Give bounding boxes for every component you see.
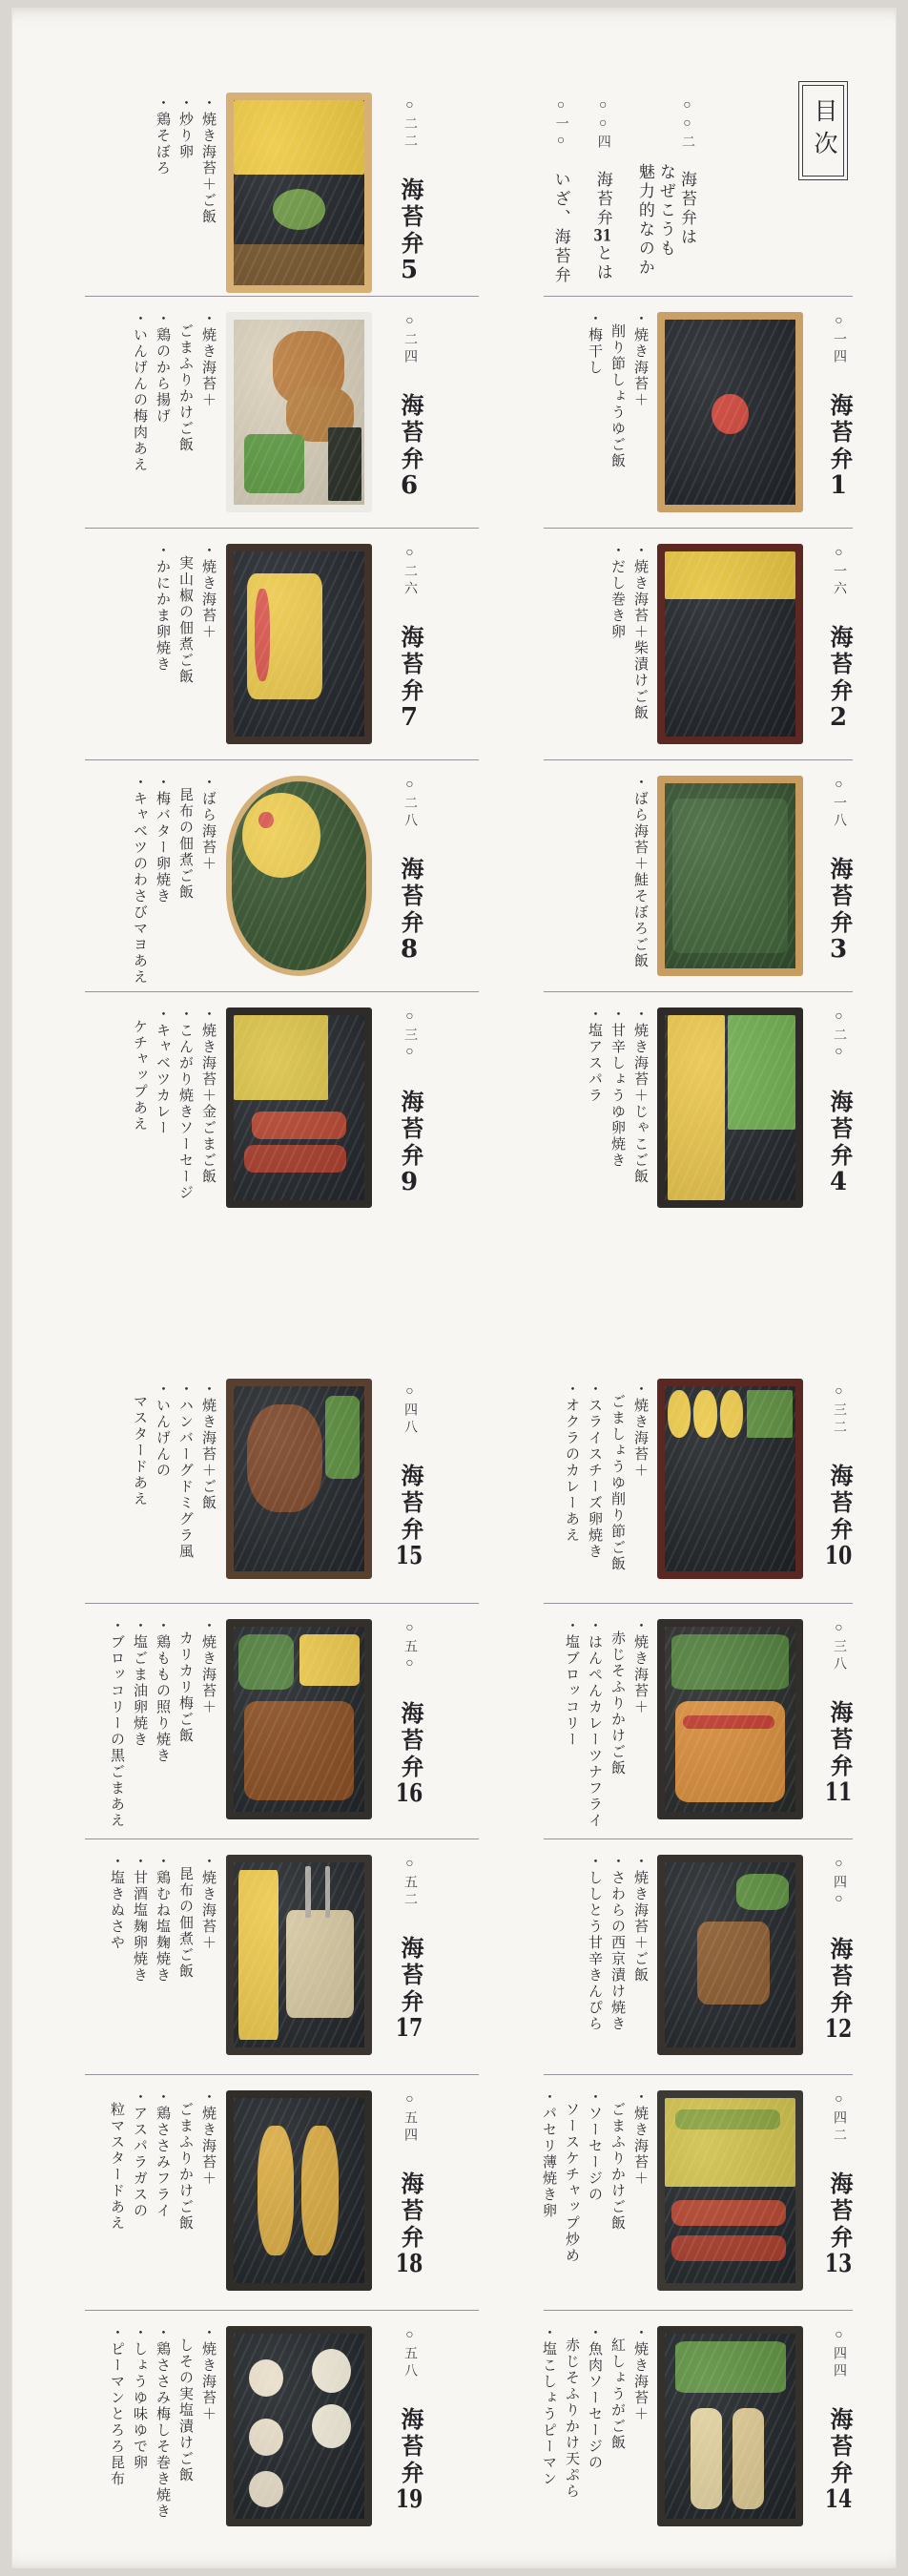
entry-page-number: ○五二: [402, 1857, 417, 1909]
entry-title: 海苔弁13: [824, 2145, 853, 2276]
entry-title-column: [823, 1621, 853, 1835]
entry-number: 4: [829, 1170, 848, 1195]
description-line: ごましょうゆ削り節ご飯: [609, 1394, 625, 1572]
description-line: ・焼き海苔＋: [200, 311, 216, 408]
description-line: ・こんがり焼きソーセージ: [177, 1007, 193, 1201]
entry-title-column: [823, 546, 853, 756]
entry-title: 海苔弁11: [824, 1673, 853, 1805]
entry-title-column: [394, 2328, 423, 2542]
entry-description: [541, 2325, 649, 2540]
entry-number: 16: [395, 1781, 423, 1806]
toc-entry-10: [544, 1367, 853, 1603]
toc-header-item-2: [592, 98, 613, 301]
entry-title: 海苔弁4: [826, 1063, 851, 1195]
entry-number: 7: [400, 705, 419, 730]
entry-description: [85, 311, 217, 522]
toc-entry-1: [544, 296, 853, 528]
bento-photo: [657, 544, 803, 744]
photo-texture: [234, 2098, 364, 2283]
entry-description: [544, 1007, 649, 1217]
entry-title-column: [394, 1384, 423, 1599]
photo-texture: [234, 1862, 364, 2047]
photo-texture: [665, 783, 795, 968]
description-line: ・さわらの西京漬け焼き: [609, 1854, 625, 2032]
description-line: ・ソーセージの: [587, 2089, 602, 2203]
entry-title: 海苔弁18: [395, 2145, 423, 2276]
bento-photo: [657, 1619, 803, 1819]
entry-title: 海苔弁8: [397, 830, 422, 962]
description-line: ・ししとう甘辛きんぴら: [587, 1854, 602, 2032]
description-line: ・焼き海苔＋: [200, 2325, 216, 2422]
description-line: ・甘酒塩麹卵焼き: [132, 1854, 147, 1984]
toc-entry-18: [85, 2074, 479, 2310]
description-line: ・鶏ささみ梅しそ巻き焼き: [155, 2325, 170, 2520]
entry-number: 8: [400, 937, 419, 962]
description-line: 紅しょうがご飯: [609, 2337, 625, 2451]
header-line: なぜこうも: [656, 163, 675, 259]
entry-title: 海苔弁16: [395, 1674, 423, 1806]
description-line: ・ピーマンとろろ昆布: [109, 2325, 124, 2487]
description-line: ・はんぺんカレーツナフライ: [587, 1618, 602, 1829]
entry-title-column: [394, 2092, 423, 2306]
entry-title: 海苔弁14: [824, 2380, 853, 2512]
entry-title: 海苔弁1: [826, 366, 851, 498]
bento-photo: [226, 1379, 372, 1579]
entry-title-column: [394, 1009, 423, 1219]
photo-texture: [665, 320, 795, 505]
toc-entry-4: [544, 991, 853, 1223]
description-line: マスタードあえ: [132, 1394, 147, 1507]
entry-title: 海苔弁17: [395, 1909, 423, 2041]
toc-entry-17: [85, 1839, 479, 2074]
bento-photo: [226, 2326, 372, 2526]
description-line: ・魚肉ソーセージの: [587, 2325, 602, 2471]
photo-texture: [234, 1386, 364, 1571]
bento-photo: [226, 1008, 372, 1208]
photo-texture: [234, 2334, 364, 2519]
entry-number: 15: [395, 1544, 423, 1568]
entry-title-column: [394, 1857, 423, 2070]
description-line: ・焼き海苔＋: [632, 1618, 648, 1715]
entry-description: [85, 775, 217, 986]
entry-page-number: ○五四: [402, 2092, 417, 2145]
entry-title: 海苔弁5: [397, 151, 422, 282]
description-line: 昆布の佃煮ご飯: [177, 787, 193, 901]
description-line: ・焼き海苔＋: [632, 1381, 648, 1479]
photo-texture: [234, 1015, 364, 1200]
description-line: ・塩ごま油卵焼き: [132, 1618, 147, 1748]
description-line: ごまふりかけご飯: [609, 2102, 625, 2232]
description-line: ・鶏ももの照り焼き: [155, 1618, 170, 1764]
toc-entry-12: [544, 1839, 853, 2074]
toc-page: [11, 8, 897, 2568]
description-line: ・焼き海苔＋じゃこご飯: [632, 1007, 648, 1185]
header-line: ○○四 海苔弁31とは: [593, 98, 612, 282]
description-line: ・焼き海苔＋: [200, 1854, 216, 1951]
bento-photo: [657, 1008, 803, 1208]
entry-page-number: ○三○: [402, 1009, 417, 1063]
entry-title: 海苔弁10: [824, 1437, 853, 1568]
description-line: ・塩ブロッコリー: [564, 1618, 579, 1748]
description-line: ・焼き海苔＋柴漬けご飯: [632, 543, 648, 721]
description-line: ・焼き海苔＋: [200, 543, 216, 640]
description-line: ・焼き海苔＋: [632, 311, 648, 408]
bento-photo: [657, 2090, 803, 2291]
description-line: ・梅バター卵焼き: [155, 775, 170, 904]
bento-photo: [226, 544, 372, 744]
entry-description: [544, 1618, 649, 1833]
description-line: ・焼き海苔＋: [200, 2089, 216, 2187]
entry-title-column: [823, 778, 853, 987]
bento-photo: [657, 2326, 803, 2526]
entry-description: [544, 311, 649, 522]
description-line: ・いんげんの梅肉あえ: [132, 311, 147, 473]
entry-page-number: ○二六: [402, 546, 417, 598]
entry-number: 19: [395, 2487, 423, 2512]
entry-number: 18: [395, 2252, 423, 2276]
header-page-number: ○○二: [680, 98, 694, 152]
photo-texture: [665, 1386, 795, 1571]
toc-header: [529, 98, 697, 301]
description-line: ・ブロッコリーの黒ごまあえ: [109, 1618, 124, 1829]
description-line: ・しょうゆ味ゆで卵: [132, 2325, 147, 2471]
entry-description: [85, 1007, 217, 1217]
entry-number: 11: [824, 1780, 853, 1805]
photo-texture: [665, 1015, 795, 1200]
description-line: ・かにかま卵焼き: [155, 543, 170, 673]
description-line: ・塩アスパラ: [587, 1007, 602, 1104]
entry-page-number: ○二二: [402, 98, 417, 151]
entry-page-number: ○三二: [832, 1384, 846, 1437]
entry-number: 2: [829, 705, 848, 730]
bento-photo: [226, 776, 372, 976]
toc-entry-16: [85, 1603, 479, 1839]
bento-photo: [226, 1855, 372, 2055]
description-line: ・焼き海苔＋ご飯: [632, 1854, 648, 1984]
description-line: ・オクラのカレーあえ: [564, 1381, 579, 1544]
entry-title-column: [823, 314, 853, 524]
entry-title: 海苔弁15: [395, 1437, 423, 1568]
entry-page-number: ○一六: [832, 546, 846, 598]
photo-texture: [665, 551, 795, 737]
description-line: ・焼き海苔＋: [200, 1618, 216, 1715]
header-line: ○○二 海苔弁は: [678, 98, 696, 247]
entry-number: 14: [824, 2487, 853, 2512]
bento-photo: [657, 1379, 803, 1579]
entry-description: [85, 2089, 217, 2304]
toc-entry-2: [544, 528, 853, 759]
entry-page-number: ○五○: [402, 1621, 417, 1674]
entry-number: 10: [824, 1544, 853, 1568]
description-line: ・ハンバーグドミグラ風: [177, 1381, 193, 1560]
entry-description: [85, 1854, 217, 2068]
description-line: ・炒り卵: [177, 95, 193, 160]
photo-texture: [665, 1862, 795, 2047]
entry-number: 12: [824, 2017, 853, 2042]
entry-number: 6: [400, 473, 419, 498]
bento-photo: [657, 1855, 803, 2055]
description-line: ・梅干し: [587, 311, 602, 376]
entry-page-number: ○四八: [402, 1384, 417, 1437]
description-line: ・鶏ささみフライ: [155, 2089, 170, 2219]
photo-texture: [665, 1627, 795, 1812]
entry-page-number: ○四四: [832, 2328, 846, 2380]
entry-number: 9: [400, 1170, 419, 1195]
photo-texture: [232, 781, 366, 970]
toc-entry-5: [85, 81, 479, 296]
description-line: ・塩こしょうピーマン: [541, 2325, 556, 2487]
entry-title-column: [823, 1857, 853, 2070]
header-line: 魅力的なのか: [635, 163, 654, 278]
entry-page-number: ○三八: [832, 1621, 846, 1673]
bento-photo: [657, 776, 803, 976]
entry-page-number: ○一八: [832, 778, 846, 830]
description-line: 削り節しょうゆご飯: [609, 323, 625, 469]
entry-title: 海苔弁19: [395, 2380, 423, 2512]
entry-title-column: [394, 1621, 423, 1835]
photo-texture: [665, 2334, 795, 2519]
description-line: 粒マスタードあえ: [109, 2102, 124, 2232]
entry-description: [544, 775, 649, 986]
toc-entry-9: [85, 991, 479, 1223]
description-line: ・だし巻き卵: [609, 543, 625, 640]
entry-page-number: ○五八: [402, 2328, 417, 2380]
entry-title-column: [394, 778, 423, 987]
description-line: ・塩きぬさや: [109, 1854, 124, 1951]
entry-description: [85, 2325, 217, 2540]
description-line: 昆布の佃煮ご飯: [177, 1866, 193, 1980]
description-line: 実山椒の佃煮ご飯: [177, 555, 193, 685]
entry-description: [541, 2089, 649, 2304]
description-line: ・鶏のから揚げ: [155, 311, 170, 425]
entry-page-number: ○二八: [402, 778, 417, 830]
toc-title: 目次: [802, 85, 844, 177]
entry-title-column: [823, 2092, 853, 2306]
entry-page-number: ○四○: [832, 1857, 846, 1910]
toc-header-item-1: [634, 98, 697, 301]
entry-description: [85, 1381, 217, 1597]
entry-page-number: ○二四: [402, 314, 417, 366]
entry-title-column: [394, 98, 423, 292]
description-line: ケチャップあえ: [132, 1019, 147, 1132]
entry-description: [85, 95, 217, 290]
entry-number: 13: [824, 2252, 853, 2276]
header-page-number: ○○四: [595, 98, 610, 152]
description-line: ・スライスチーズ卵焼き: [587, 1381, 602, 1560]
entry-description: [544, 1381, 649, 1597]
entry-number: 5: [400, 258, 419, 282]
entry-description: [544, 543, 649, 754]
description-line: 赤じそふりかけ天ぷら: [564, 2337, 579, 2500]
toc-entry-8: [85, 759, 479, 991]
entry-title-column: [823, 1384, 853, 1599]
toc-entry-6: [85, 296, 479, 528]
toc-entry-13: [541, 2074, 853, 2310]
bento-photo: [226, 1619, 372, 1819]
entry-title: 海苔弁7: [397, 598, 422, 730]
entry-title-column: [823, 1009, 853, 1219]
description-line: ソースケチャップ炒め: [564, 2102, 579, 2264]
entry-number: 17: [395, 2016, 423, 2041]
entry-page-number: ○四二: [832, 2092, 846, 2145]
description-line: ごまふりかけご飯: [177, 2102, 193, 2232]
entry-title-column: [823, 2328, 853, 2542]
photo-texture: [234, 551, 364, 737]
photo-texture: [234, 1627, 364, 1812]
header-page-number: ○一○: [553, 98, 568, 152]
entry-description: [85, 1618, 217, 1833]
photo-texture: [234, 320, 364, 505]
entry-description: [544, 1854, 649, 2068]
entry-description: [85, 543, 217, 754]
photo-texture: [665, 2098, 795, 2283]
toc-entry-11: [544, 1603, 853, 1839]
description-line: 赤じそふりかけご飯: [609, 1631, 625, 1776]
description-line: ・いんげんの: [155, 1381, 170, 1479]
header-line: ○一○ いざ、海苔弁: [551, 98, 570, 285]
entry-title: 海苔弁2: [826, 598, 851, 730]
toc-entry-14: [541, 2310, 853, 2545]
toc-header-item-3: [550, 98, 571, 301]
description-line: ・焼き海苔＋: [632, 2325, 648, 2422]
entry-title-column: [394, 314, 423, 524]
bento-photo: [657, 312, 803, 512]
description-line: ・鶏むね塩麹焼き: [155, 1854, 170, 1984]
toc-entry-3: [544, 759, 853, 991]
entry-title: 海苔弁6: [397, 366, 422, 498]
description-line: ・パセリ薄焼き卵: [541, 2089, 556, 2219]
description-line: ・鶏そぼろ: [155, 95, 170, 177]
entry-title: 海苔弁3: [826, 830, 851, 962]
entry-title: 海苔弁12: [824, 1910, 853, 2042]
toc-entry-19: [85, 2310, 479, 2545]
description-line: ・ばら海苔＋: [200, 775, 216, 872]
toc-entry-7: [85, 528, 479, 759]
description-line: カリカリ梅ご飯: [177, 1631, 193, 1744]
bento-photo: [226, 312, 372, 512]
entry-page-number: ○二○: [832, 1009, 846, 1063]
description-line: ・キャベツのわさびマヨあえ: [132, 775, 147, 986]
description-line: ごまふりかけご飯: [177, 323, 193, 453]
description-line: ・キャベツカレー: [155, 1007, 170, 1136]
entry-title: 海苔弁9: [397, 1063, 422, 1195]
description-line: ・甘辛しょうゆ卵焼き: [609, 1007, 625, 1169]
entry-page-number: ○一四: [832, 314, 846, 366]
description-line: しその実塩漬けご飯: [177, 2337, 193, 2483]
entry-number: 1: [829, 473, 848, 498]
bento-photo: [226, 93, 372, 293]
description-line: ・アスパラガスの: [132, 2089, 147, 2219]
toc-title-box: [798, 81, 848, 180]
description-line: ・焼き海苔＋ご飯: [200, 1381, 216, 1511]
description-line: ・焼き海苔＋: [632, 2089, 648, 2187]
entry-number: 3: [829, 937, 848, 962]
description-line: ・焼き海苔＋ご飯: [200, 95, 216, 225]
bento-photo: [226, 2090, 372, 2291]
description-line: ・焼き海苔＋金ごまご飯: [200, 1007, 216, 1185]
description-line: ・ばら海苔＋鮭そぼろご飯: [632, 775, 648, 969]
toc-entry-15: [85, 1367, 479, 1603]
entry-title-column: [394, 546, 423, 756]
photo-texture: [234, 100, 364, 285]
